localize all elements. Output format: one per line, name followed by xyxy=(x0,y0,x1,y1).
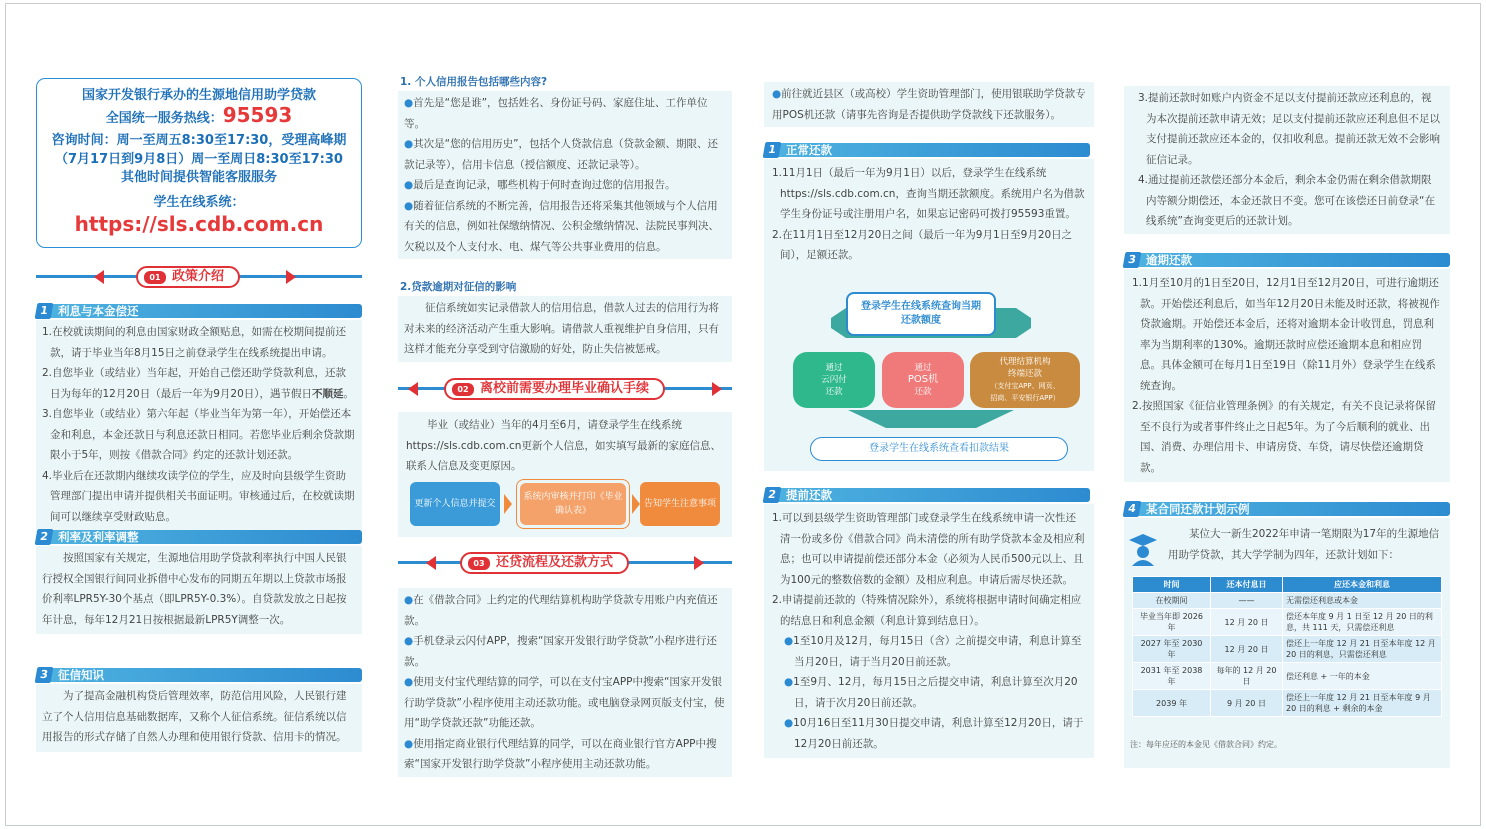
table-cell: —— xyxy=(1211,593,1283,609)
table-cell: 偿还本年度 9 月 1 日至 12 月 20 日的利息，共 111 天，只需偿还利息 xyxy=(1283,609,1442,636)
list-item: ●随着征信系统的不断完善，信用报告还将采集其他领域与个人信用有关的信息，例如社保缴纳情况、公积金缴纳情况、法院民事判决、欠税以及个人支付水、电、煤气等公共事业费用的信息。 xyxy=(404,199,719,253)
table-cell: 每年的 12 月 20 日 xyxy=(1211,663,1283,690)
list-item: 2.按照国家《征信业管理条例》的有关规定，有关不良记录将保留至不良行为或者事件终止之日起5年。为了今后顺利的就业、出国、消费、办理信用卡、申请房贷、车贷，请尽快偿还逾期贷款。 xyxy=(1132,400,1437,474)
graduate-icon xyxy=(1128,524,1168,570)
list-item: 2.申请提前还款的（特殊情况除外），系统将根据申请时间确定相应的结息日和利息金额（利息计算到结息日）。 xyxy=(772,594,1082,627)
table-cell: 2031 年至 2038 年 xyxy=(1133,663,1211,690)
hotline-label: 全国统一服务热线： xyxy=(105,110,223,126)
table-cell: 无需偿还利息或本金 xyxy=(1283,593,1442,609)
diagram-top-node: 登录学生在线系统查询当期还款额度 xyxy=(846,292,996,336)
section-title: 利息与本金偿还 xyxy=(58,304,139,318)
section-ribbon-graduation xyxy=(398,378,732,400)
section-number: 2 xyxy=(763,487,782,503)
repayment-plan-table xyxy=(1128,576,1446,717)
consult-time-1: 咨询时间：周一至周五8:30至17:30，受理高峰期 xyxy=(51,133,347,148)
list-item: ●最后是查询记录，哪些机构于何时查询过您的信用报告。 xyxy=(404,179,676,191)
consult-time-2: （7月17日到9月8日）周一至周日8:30至17:30 xyxy=(55,151,343,167)
list-item: 1.在校就读期间的利息由国家财政全额贴息，如需在校期间提前还款，请于毕业当年8月15日之前登录学生在线系统提出申请。 xyxy=(42,326,347,359)
table-row xyxy=(1133,690,1442,717)
subheading: 2.贷款逾期对征信的影响 xyxy=(400,281,517,293)
paragraph: 某位大一新生2022年申请一笔期限为17年的生源地信用助学贷款，其大学学制为四年，还款计划如下： xyxy=(1168,528,1440,561)
diagram-bottom-node: 登录学生在线系统查看扣款结果 xyxy=(810,437,1068,461)
list-item: ●10月16日至11月30日提交申请，利息计算至12月20日，请于12月20日前还款。 xyxy=(784,717,1084,750)
list-item: 2.在11月1日至12月20日之间（最后一年为9月1日至9月20日之间），足额还款。 xyxy=(772,228,1073,261)
list-item: ●使用指定商业银行代理结算的同学，可以在商业银行官方APP中搜索“国家开发银行助学贷款”小程序使用主动还款功能。 xyxy=(404,737,717,770)
online-system-label: 学生在线系统： xyxy=(153,194,245,210)
table-cell: 12 月 20 日 xyxy=(1211,636,1283,663)
chevron-right-icon xyxy=(286,270,296,284)
flow-step-1: 更新个人信息并提交 xyxy=(410,482,500,526)
hotline-box xyxy=(36,78,362,248)
table-row xyxy=(1133,663,1442,690)
chevron-left-icon xyxy=(94,270,104,284)
list-item: ●在《借款合同》上约定的代理结算机构助学贷款专用账户内充值还款。 xyxy=(404,594,718,627)
section-title: 某合同还款计划示例 xyxy=(1146,502,1250,516)
chevron-left-icon xyxy=(408,382,418,396)
diagram-node-agent: 代理结算机构 终端还款 （支付宝APP、网页、 招商、平安银行APP） xyxy=(970,352,1080,408)
hotline-number-line xyxy=(37,102,361,129)
section-bar-prepay xyxy=(766,488,1090,502)
table-note: 注：每年应还的本金见《借款合同》约定。 xyxy=(1130,740,1282,749)
section-bar-rate xyxy=(38,530,362,544)
list-item: 4.通过提前还款偿还部分本金后，剩余本金仍需在剩余借款期限内等额分期偿还，本金还款日不变。您可在该偿还日前登录“在线系统”查询变更后的还款计划。 xyxy=(1138,174,1435,227)
section-number: 1 xyxy=(35,303,54,319)
table-cell: 偿还利息 + 一年的本金 xyxy=(1283,663,1442,690)
section-title: 逾期还款 xyxy=(1146,253,1192,267)
list-item: 4.毕业后在还款期内继续攻读学位的学生，应及时向县级学生资助管理部门提出申请并提供相关书面证明。审核通过后，在校就读期间可以继续享受财政贴息。 xyxy=(42,469,355,523)
section-ribbon-repayment xyxy=(398,552,732,574)
table-row xyxy=(1133,609,1442,636)
chevron-right-icon xyxy=(694,556,704,570)
table-header: 还本付息日 xyxy=(1211,577,1283,593)
table-cell: 9 月 20 日 xyxy=(1211,690,1283,717)
table-row xyxy=(1133,593,1442,609)
section-bar-normal xyxy=(766,143,1090,157)
hotline-number[interactable]: 95593 xyxy=(222,102,293,127)
table-row xyxy=(1133,636,1442,663)
diagram-node-pos: 通过 POS机 还款 xyxy=(882,352,964,408)
credit-block: 为了提高金融机构贷后管理效率，防范信用风险，人民银行建立了个人信用信息基础数据库，又称个人征信系统。征信系统以信用报告的形式存储了自然人办理和使用银行贷款、信用卡的情况。 xyxy=(36,684,362,752)
paragraph: 毕业（或结业）当年的4月至6月，请登录学生在线系统https://sls.cdb.com.cn更新个人信息，如实填写最新的家庭信息、联系人信息及变更原因。 xyxy=(406,419,721,472)
section-bar-overdue xyxy=(1126,253,1450,267)
list-item: ●前往就近县区（或高校）学生资助管理部门，使用银联助学贷款专用POS机还款（请事先咨询是否提供助学贷款线下还款服务）。 xyxy=(772,88,1086,121)
section-number: 1 xyxy=(763,142,782,158)
bold-text: 不顺延 xyxy=(312,387,344,400)
list-item: 2.自您毕业（或结业）当年起，开始自己偿还助学贷款利息，还款日为每年的12月20日（最后一年为9月20日），遇节假日不顺延。 xyxy=(42,367,355,400)
list-item: ●其次是“您的信用历史”，包括个人贷款信息（贷款金额、期限、还款记录等），信用卡信息（授信额度、还款记录等）。 xyxy=(404,138,719,171)
table-cell: 12 月 20 日 xyxy=(1211,609,1283,636)
section-bar-interest xyxy=(38,304,362,318)
list-item: 3.自您毕业（或结业）第六年起（毕业当年为第一年），开始偿还本金和利息，本金还款日与利息还款日相同。若您毕业后剩余贷款期限小于5年，则按《借款合同》约定的还款计划还款。 xyxy=(42,408,355,461)
section-number: 2 xyxy=(35,529,54,545)
overdue-impact-block xyxy=(398,279,732,362)
list-item: ●1至9月、12月，每月15日之后提交申请，利息计算至次月20日，请于次月20日前还款。 xyxy=(784,676,1078,709)
section-title: 提前还款 xyxy=(786,488,832,502)
ribbon-badge: 02 xyxy=(452,383,474,396)
list-item: ●手机登录云闪付APP，搜索“国家开发银行助学贷款”小程序进行还款。 xyxy=(404,635,717,668)
ribbon-badge: 01 xyxy=(144,271,166,284)
chevron-right-icon xyxy=(712,382,722,396)
list-item: 3.提前还款时如账户内资金不足以支付提前还款应还利息的，视为本次提前还款申请无效；足以支付提前还款应还利息但不足以支付提前还款应还本金的，仅扣收利息。提前还款无效不会影响征信记录。 xyxy=(1138,92,1440,166)
section-title: 正常还款 xyxy=(786,143,832,157)
prepay-continued-block xyxy=(1124,86,1450,234)
ribbon-badge: 03 xyxy=(468,557,490,570)
table-cell: 毕业当年即 2026 年 xyxy=(1133,609,1211,636)
table-header: 时间 xyxy=(1133,577,1211,593)
flow-step-3: 告知学生注意事项 xyxy=(640,482,720,526)
paragraph: 征信系统如实记录借款人的信用信息，借款人过去的信用行为将对未来的经济活动产生重大影响。请借款人重视维护自身信用，只有这样才能充分享受到守信激励的好处，防止失信被惩戒。 xyxy=(398,296,732,362)
hotline-title: 国家开发银行承办的生源地信用助学贷款 xyxy=(81,88,316,103)
section-title: 利率及利率调整 xyxy=(58,530,139,544)
table-cell: 偿还上一年度 12 月 21 日至本年度 12 月 20 日的利息，只需偿还利息 xyxy=(1283,636,1442,663)
ribbon-title: 还贷流程及还款方式 xyxy=(496,555,614,570)
pos-block xyxy=(764,82,1094,127)
table-header: 应还本金和利息 xyxy=(1283,577,1442,593)
section-bar-example xyxy=(1126,502,1450,516)
section-number: 3 xyxy=(1123,252,1142,268)
list-item: 1.1月至10月的1日至20日，12月1日至12月20日，可进行逾期还款。开始偿还利息后，如当年12月20日未能及时还款，将被视作贷款逾期。开始偿还本金后，还将对逾期本金计收罚息，罚息利率为当期利率的130%。逾期还款时应偿还逾期本息和相应罚息。具体金额可在每月1日至19日（除11月外）登录学生在线系统查询。 xyxy=(1132,277,1440,392)
section-title: 征信知识 xyxy=(58,668,104,682)
section-ribbon-policy xyxy=(36,266,362,288)
interest-block xyxy=(36,320,362,533)
ribbon-title: 政策介绍 xyxy=(172,269,225,284)
arrow-right-icon xyxy=(504,494,512,514)
online-system-url[interactable]: https://sls.cdb.com.cn xyxy=(74,212,324,236)
subheading: 1. 个人信用报告包括哪些内容? xyxy=(400,76,548,88)
chevron-left-icon xyxy=(426,556,436,570)
arrow-right-icon xyxy=(632,494,640,514)
credit-report-block xyxy=(398,74,732,259)
consult-time-3: 其他时间提供智能客服服务 xyxy=(120,170,277,185)
list-item: ●首先是“您是谁”，包括姓名、身份证号码、家庭住址、工作单位等。 xyxy=(404,97,708,130)
list-item: ●1至10月及12月，每月15日（含）之前提交申请，利息计算至当月20日，请于当月20日前还款。 xyxy=(784,635,1082,668)
overdue-block xyxy=(1124,269,1450,482)
flow-step-2: 系统内审核并打印《毕业确认表》 xyxy=(520,483,626,525)
table-cell: 2027 年至 2030 年 xyxy=(1133,636,1211,663)
diagram-node-unionpay: 通过 云闪付 还款 xyxy=(793,352,875,408)
list-item: 1.可以到县级学生资助管理部门或登录学生在线系统申请一次性还清一份或多份《借款合同》尚未清偿的所有助学贷款本金及相应利息；也可以申请提前偿还部分本金（必须为人民币500元以上、且为100元的整数倍数的金额）及相应利息。申请后需尽快还款。 xyxy=(772,512,1085,586)
table-cell: 在校期间 xyxy=(1133,593,1211,609)
section-number: 3 xyxy=(35,667,54,683)
repayment-methods-block xyxy=(398,588,732,777)
section-bar-credit xyxy=(38,668,362,682)
example-block xyxy=(1124,518,1450,768)
ribbon-title: 离校前需要办理毕业确认手续 xyxy=(480,381,650,396)
rate-block: 按照国家有关规定，生源地信用助学贷款利率执行中国人民银行授权全国银行间同业拆借中心发布的同期五年期以上贷款市场报价利率LPR5Y-30个基点（即LPR5Y-0.3%）。自贷款发放之日起按年计息，每年12月21日按根据最新LPR5Y调整一次。 xyxy=(36,546,362,634)
prepay-block xyxy=(764,504,1094,758)
table-cell: 偿还上一年度 12 月 21 日至本年度 9 月 20 日的利息 + 剩余的本金 xyxy=(1283,690,1442,717)
list-item: 1.11月1日（最后一年为9月1日）以后，登录学生在线系统https://sls.cdb.com.cn，查询当期还款额度。系统用户名为借款学生身份证号或注册用户名，如果忘记密码可拨打95593重置。 xyxy=(772,167,1085,220)
section-number: 4 xyxy=(1123,501,1142,517)
list-item: ●使用支付宝代理结算的同学，可以在支付宝APP中搜索“国家开发银行助学贷款”小程序使用主动还款功能。或电脑登录网页版支付宝，使用“助学贷款还款”功能还款。 xyxy=(404,676,725,729)
table-cell: 2039 年 xyxy=(1133,690,1211,717)
